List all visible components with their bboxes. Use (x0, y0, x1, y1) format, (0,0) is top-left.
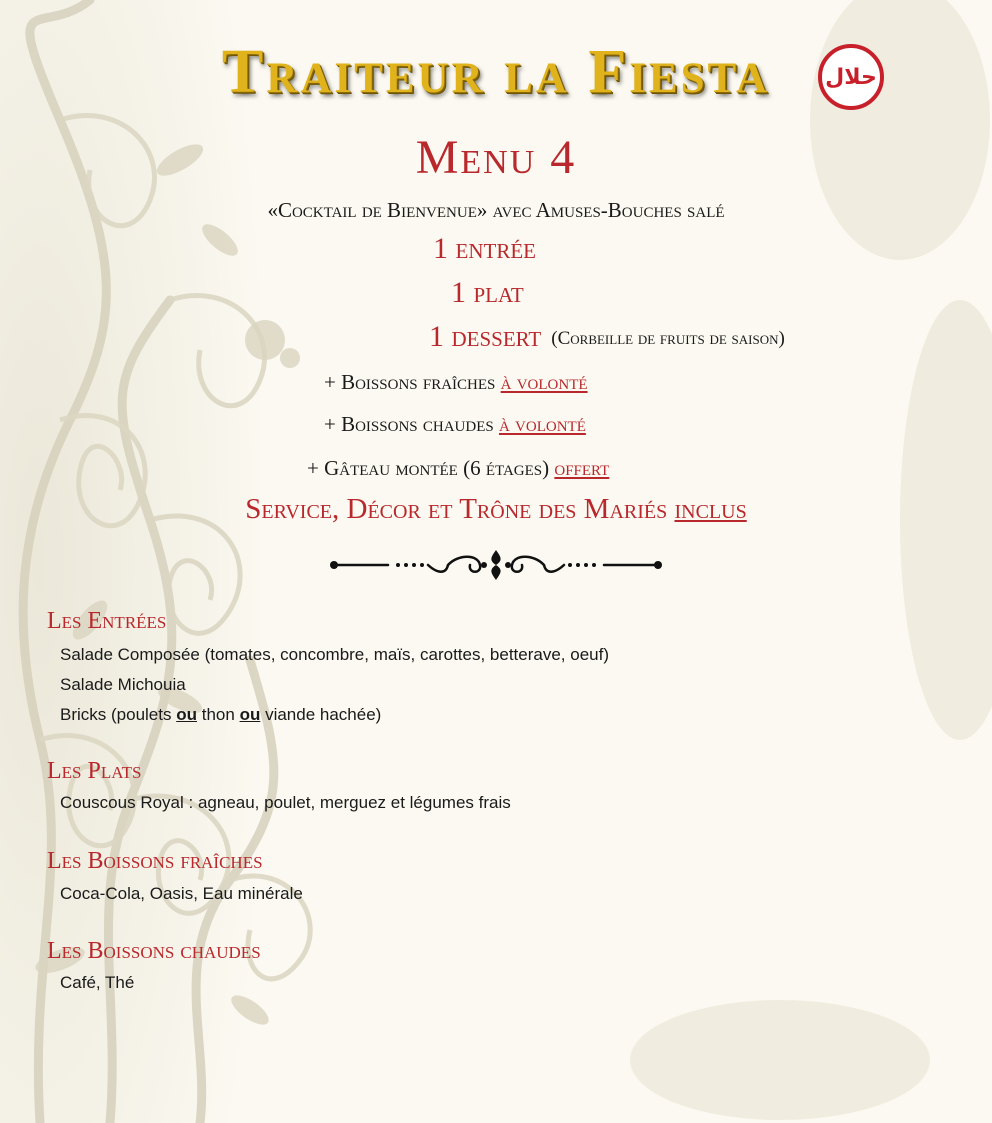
course-dessert-note: (Corbeille de fruits de saison) (551, 328, 785, 349)
extra-gateau-tag: offert (554, 456, 610, 480)
extra-gateau (307, 454, 609, 482)
extra-boissons-chaudes (324, 410, 586, 438)
list-item-part: Bricks (poulets (60, 705, 172, 724)
welcome-line: «Cocktail de Bienvenue» avec Amuses-Bouches salé (267, 198, 725, 222)
list-item: Coca-Cola, Oasis, Eau minérale (60, 884, 303, 903)
halal-badge (818, 44, 884, 110)
extra-boissons-fraiches-label: + Boissons fraîches (324, 370, 496, 394)
ornament-divider-icon (328, 546, 664, 584)
extra-boissons-chaudes-label: + Boissons chaudes (324, 412, 494, 436)
list-item-or: ou (239, 705, 261, 724)
service-label: Service, Décor et Trône des Mariés (245, 493, 668, 525)
list-item: Couscous Royal : agneau, poulet, merguez et légumes frais (60, 793, 511, 812)
service-tag: inclus (674, 493, 747, 525)
page-title: Traiteur la Fiesta (221, 38, 771, 106)
extra-boissons-fraiches (324, 368, 588, 396)
section-heading-boissons-chaudes: Les Boissons chaudes (47, 938, 261, 964)
list-item-or: ou (176, 705, 197, 724)
extra-boissons-chaudes-tag: à volonté (498, 412, 586, 436)
section-heading-entrees: Les Entrées (47, 608, 167, 634)
list-item-part: thon (201, 705, 235, 724)
course-plat: 1 plat (451, 276, 524, 309)
extra-boissons-fraiches-tag: à volonté (500, 370, 588, 394)
section-heading-plats: Les Plats (47, 758, 142, 784)
list-item (60, 704, 381, 726)
menu-title: Menu 4 (415, 131, 577, 184)
course-dessert (429, 318, 785, 358)
list-item: Salade Composée (tomates, concombre, maïs, carottes, betterave, oeuf) (60, 645, 609, 664)
list-item-part: viande hachée) (265, 705, 382, 724)
halal-text: حلال (825, 64, 877, 90)
section-heading-boissons-fraiches: Les Boissons fraîches (47, 848, 263, 874)
extra-gateau-label: + Gâteau montée (6 étages) (307, 456, 550, 480)
list-item: Salade Michouia (60, 675, 186, 694)
course-entree: 1 entrée (433, 232, 536, 265)
course-dessert-label: 1 dessert (429, 320, 542, 353)
service-line (0, 490, 992, 528)
list-item: Café, Thé (60, 973, 135, 992)
